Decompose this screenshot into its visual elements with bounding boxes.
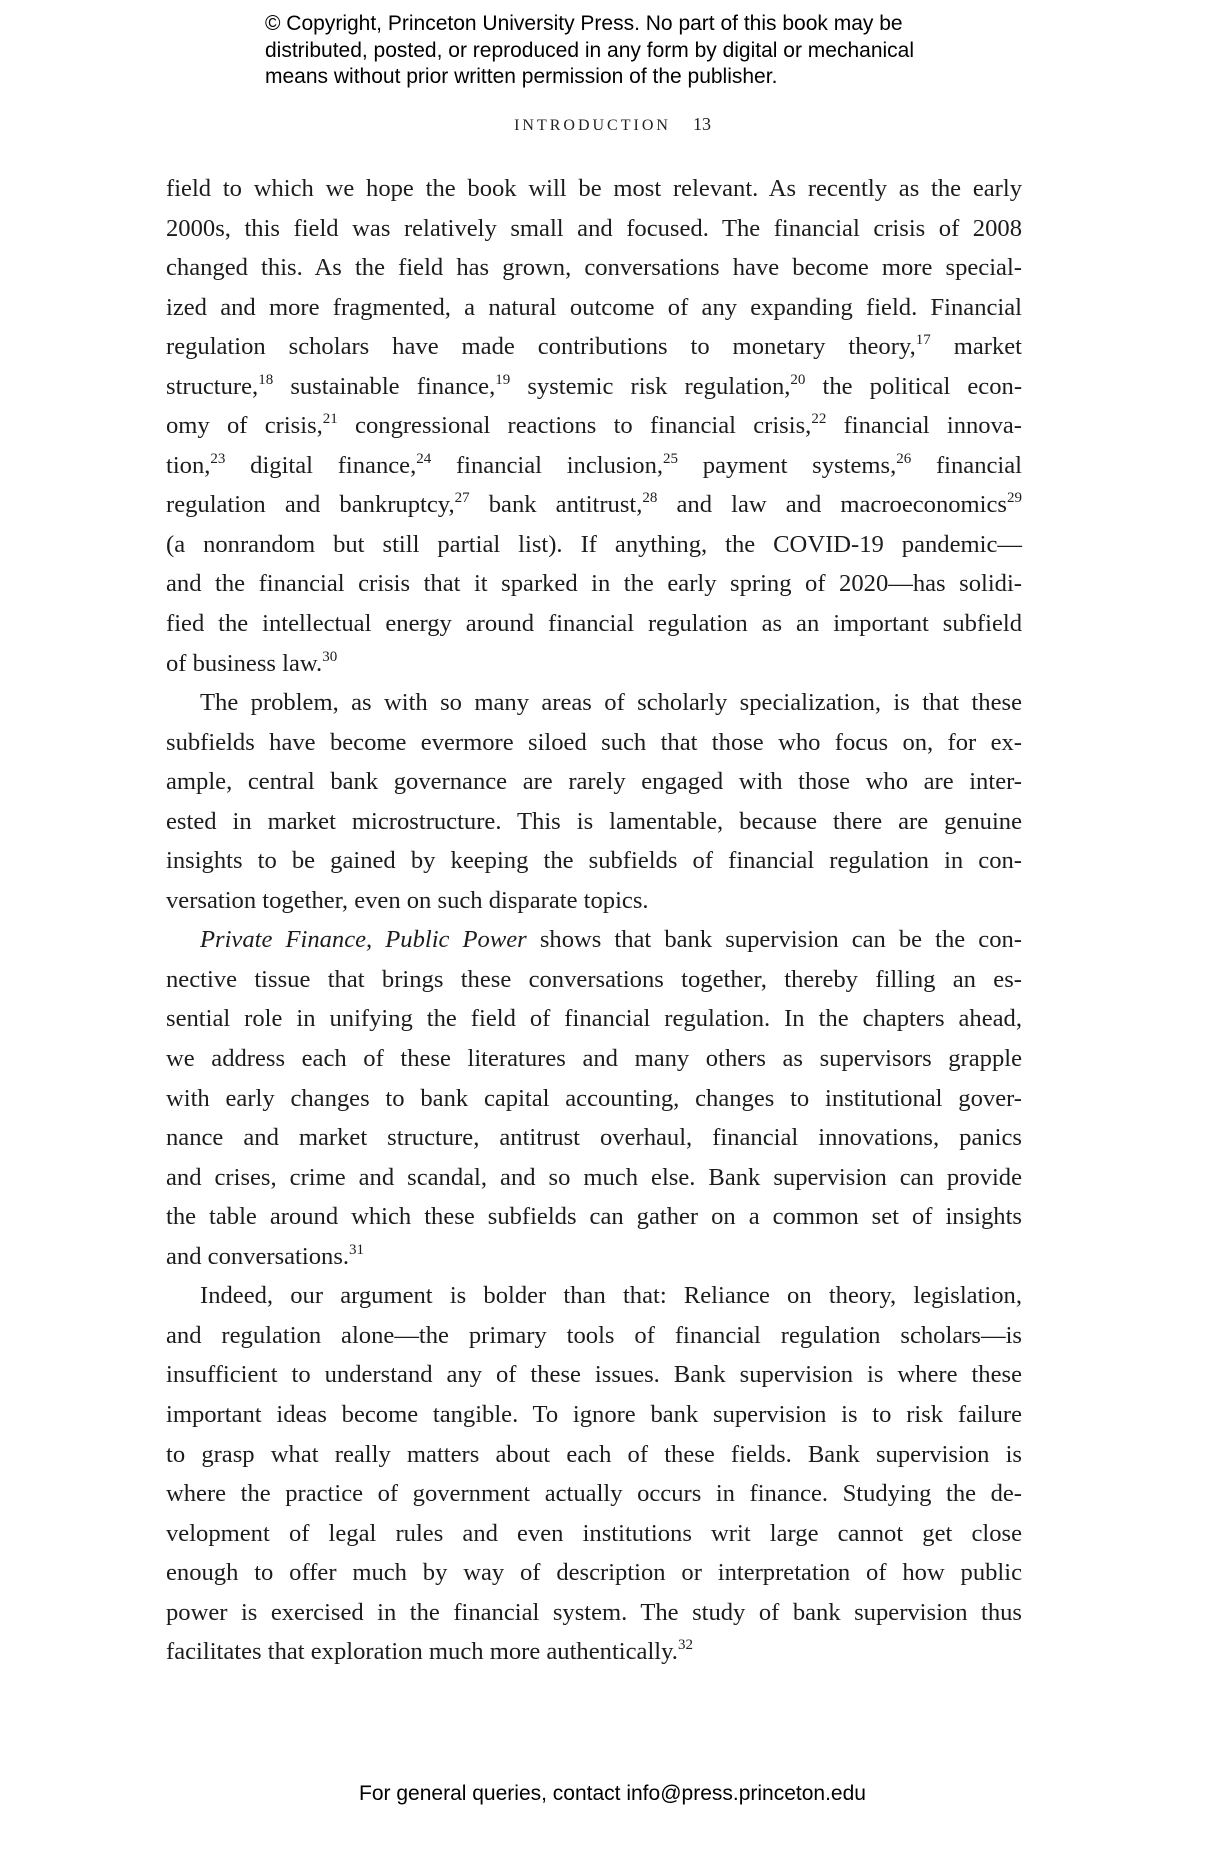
text-line: subfields have become evermore siloed such that those who focus on, for ex- [166, 728, 1022, 756]
text-line: ample, central bank governance are rarely engaged with those who are inter- [166, 768, 1022, 796]
text-line: important ideas become tangible. To ignore bank supervision is to risk failure [166, 1400, 1022, 1428]
footnote-ref: 23 [210, 450, 226, 467]
text-line: omy of crisis,$^{21}$ congressional reactions to financial crisis,$^{22}$ financial innova- [166, 411, 1022, 440]
text-line: regulation scholars have made contributions to monetary theory,$^{17}$ market [166, 332, 1022, 361]
text-line: to grasp what really matters about each of these fields. Bank supervision is [166, 1440, 1022, 1468]
text-line: structure,$^{18}$ sustainable finance,$^{19}$ systemic risk regulation,$^{20}$ the political econ- [166, 371, 1023, 400]
footnote-ref: 25 [663, 450, 679, 467]
footnote-ref: 19 [495, 371, 511, 388]
footnote-ref: 30 [322, 648, 338, 665]
text-line: the table around which these subfields can gather on a common set of insights [166, 1203, 1022, 1231]
text-line: tion,$^{23}$ digital finance,$^{24}$ financial inclusion,$^{25}$ payment systems,$^{26}$ financial [166, 450, 1022, 479]
copyright-notice [265, 11, 1025, 91]
footnote-ref: 20 [790, 371, 806, 388]
text-line: and the financial crisis that it sparked in the early spring of 2020—has solidi- [166, 570, 1022, 598]
footnote-ref: 18 [258, 371, 274, 388]
footnote-ref: 31 [349, 1241, 365, 1258]
copyright-line: © Copyright, Princeton University Press. No part of this book may be [265, 12, 903, 35]
footnote-ref: 28 [642, 490, 658, 507]
footnote-ref: 24 [416, 450, 432, 467]
page-number: 13 [692, 114, 711, 134]
body-text [166, 169, 1022, 1672]
copyright-line: distributed, posted, or reproduced in any form by digital or mechanical [265, 38, 915, 62]
running-head [0, 114, 1225, 135]
text-line: power is exercised in the financial system. The study of bank supervision thus [166, 1598, 1022, 1626]
text-line: insufficient to understand any of these issues. Bank supervision is where these [166, 1361, 1022, 1389]
text-line: sential role in unifying the field of financial regulation. In the chapters ahead, [166, 1005, 1022, 1033]
text-line: field to which we hope the book will be most relevant. As recently as the early [166, 175, 1022, 202]
book-title: Private Finance, Public Power [200, 926, 527, 954]
text-line: insights to be gained by keeping the subfields of financial regulation in con- [166, 847, 1022, 875]
footnote-ref: 27 [454, 490, 470, 507]
text-line: and regulation alone—the primary tools of financial regulation scholars—is [166, 1321, 1022, 1349]
footnote-ref: 32 [677, 1637, 693, 1654]
text-line: and crises, crime and scandal, and so much else. Bank supervision can provide [166, 1163, 1022, 1191]
footnote-ref: 26 [896, 450, 912, 467]
text-line: where the practice of government actually occurs in finance. Studying the de- [166, 1480, 1022, 1508]
text-line: The problem, as with so many areas of scholarly specialization, is that these [200, 689, 1022, 717]
text-line: Private Finance, Public Power shows that bank supervision can be the con- [200, 926, 1022, 954]
footnote-ref: 21 [322, 411, 338, 428]
text-line: with early changes to bank capital accounting, changes to institutional gover- [166, 1084, 1022, 1112]
text-line: 2000s, this field was relatively small and focused. The financial crisis of 2008 [166, 214, 1022, 242]
text-line: (a nonrandom but still partial list). If anything, the COVID-19 pandemic— [166, 530, 1022, 558]
text-line: and conversations.$^{31}$ [166, 1241, 365, 1270]
text-line: regulation and bankruptcy,$^{27}$ bank antitrust,$^{28}$ and law and macroeconomics$^{29}$ [166, 490, 1022, 519]
footnote-ref: 17 [915, 332, 931, 349]
text-line: fied the intellectual energy around financial regulation as an important subfield [166, 610, 1022, 638]
footnote-ref: 22 [811, 411, 827, 428]
text-line: we address each of these literatures and many others as supervisors grapple [166, 1045, 1022, 1073]
text-line: changed this. As the field has grown, conversations have become more special- [166, 254, 1022, 282]
text-line: velopment of legal rules and even institutions writ large cannot get close [166, 1519, 1022, 1547]
text-line: nance and market structure, antitrust overhaul, financial innovations, panics [166, 1124, 1022, 1152]
footer-contact: For general queries, contact info@press.princeton.edu [359, 1782, 866, 1805]
text-line: Indeed, our argument is bolder than that: Reliance on theory, legislation, [200, 1282, 1022, 1310]
footnote-ref: 29 [1007, 490, 1022, 507]
text-line: of business law.$^{30}$ [166, 648, 338, 677]
text-line: ized and more fragmented, a natural outcome of any expanding field. Financial [166, 293, 1022, 321]
text-line: facilitates that exploration much more authentically.$^{32}$ [166, 1637, 693, 1666]
text-line: ested in market microstructure. This is lamentable, because there are genuine [166, 807, 1022, 835]
copyright-line: means without prior written permission of the publisher. [265, 65, 778, 88]
running-head-title: INTRODUCTION [514, 117, 671, 134]
text-line: versation together, even on such disparate topics. [166, 886, 649, 914]
text-line: enough to offer much by way of description or interpretation of how public [166, 1559, 1022, 1587]
text-line: nective tissue that brings these conversations together, thereby filling an es- [166, 965, 1022, 993]
